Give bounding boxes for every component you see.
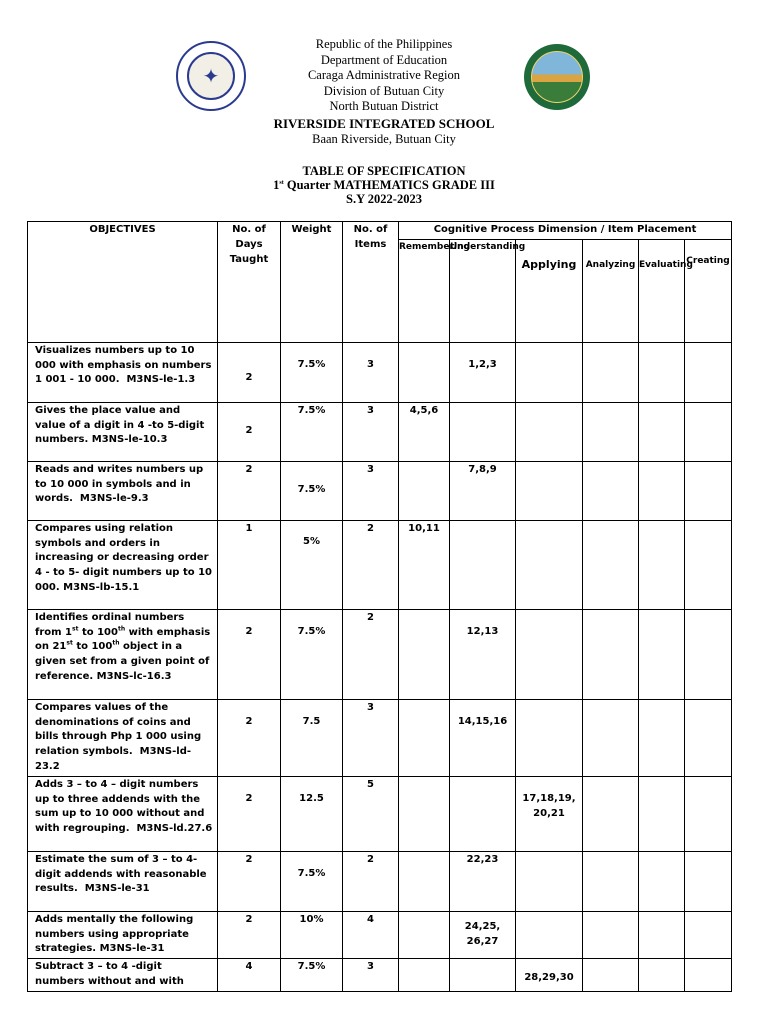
weight-cell: 7.5% bbox=[281, 342, 343, 402]
items-cell: 5 bbox=[343, 776, 399, 851]
header-analyzing: Analyzing bbox=[583, 239, 639, 342]
days-cell: 2 bbox=[218, 776, 281, 851]
header-line-5: North Butuan District bbox=[329, 99, 439, 113]
creating-cell bbox=[685, 959, 732, 992]
items-cell: 2 bbox=[343, 609, 399, 699]
remembering-cell bbox=[399, 959, 450, 992]
applying-cell bbox=[516, 699, 583, 776]
understanding-cell bbox=[450, 776, 516, 851]
school-name: RIVERSIDE INTEGRATED SCHOOL bbox=[273, 115, 495, 131]
items-cell: 2 bbox=[343, 520, 399, 609]
analyzing-cell bbox=[583, 520, 639, 609]
school-address: Baan Riverside, Butuan City bbox=[312, 131, 456, 146]
creating-cell bbox=[685, 699, 732, 776]
items-cell: 3 bbox=[343, 699, 399, 776]
table-row bbox=[28, 520, 732, 609]
understanding-cell bbox=[450, 520, 516, 609]
understanding-cell: 7,8,9 bbox=[450, 461, 516, 520]
weight-cell: 7.5% bbox=[281, 402, 343, 461]
items-cell: 4 bbox=[343, 911, 399, 958]
evaluating-cell bbox=[639, 851, 685, 911]
evaluating-cell bbox=[639, 776, 685, 851]
header-cognitive-dimension: Cognitive Process Dimension / Item Placement bbox=[399, 222, 732, 240]
table-row bbox=[28, 959, 732, 992]
applying-cell bbox=[516, 851, 583, 911]
creating-cell bbox=[685, 402, 732, 461]
quarter-superscript: st bbox=[279, 179, 284, 186]
quarter-text: Quarter MATHEMATICS GRADE III bbox=[283, 178, 495, 192]
evaluating-cell bbox=[639, 959, 685, 992]
analyzing-cell bbox=[583, 776, 639, 851]
items-cell: 3 bbox=[343, 461, 399, 520]
header-line-3: Caraga Administrative Region bbox=[307, 68, 461, 82]
document-title bbox=[0, 164, 768, 206]
analyzing-cell bbox=[583, 609, 639, 699]
evaluating-cell bbox=[639, 699, 685, 776]
remembering-cell bbox=[399, 699, 450, 776]
header-weight: Weight bbox=[281, 222, 343, 343]
objective-cell: Estimate the sum of 3 – to 4- digit addends with reasonable results. M3NS-le-31 bbox=[28, 851, 218, 911]
remembering-cell bbox=[399, 911, 450, 958]
header-days-taught: No. of Days Taught bbox=[218, 222, 281, 343]
applying-cell bbox=[516, 461, 583, 520]
objective-text: object in a given set from a given point of reference. M3NS-lc-16.3 bbox=[35, 641, 210, 682]
weight-cell: 7.5% bbox=[281, 851, 343, 911]
creating-cell bbox=[685, 520, 732, 609]
remembering-cell bbox=[399, 776, 450, 851]
creating-cell bbox=[685, 776, 732, 851]
quarter-number: 1 bbox=[273, 178, 280, 192]
weight-cell: 5% bbox=[281, 520, 343, 609]
table-row bbox=[28, 851, 732, 911]
evaluating-cell bbox=[639, 520, 685, 609]
evaluating-cell bbox=[639, 911, 685, 958]
days-cell: 2 bbox=[218, 911, 281, 958]
days-cell: 2 bbox=[218, 851, 281, 911]
days-cell: 2 bbox=[218, 699, 281, 776]
understanding-cell: 12,13 bbox=[450, 609, 516, 699]
analyzing-cell bbox=[583, 699, 639, 776]
days-cell: 2 bbox=[218, 609, 281, 699]
days-cell: 2 bbox=[218, 461, 281, 520]
applying-cell: 17,18,19, 20,21 bbox=[516, 776, 583, 851]
objective-cell: Reads and writes numbers up to 10 000 in symbols and in words. M3NS-le-9.3 bbox=[28, 461, 218, 520]
applying-cell bbox=[516, 609, 583, 699]
specification-table bbox=[27, 221, 732, 992]
header-evaluating: Evaluating bbox=[639, 239, 685, 342]
understanding-cell: 1,2,3 bbox=[450, 342, 516, 402]
remembering-cell bbox=[399, 851, 450, 911]
letterhead bbox=[0, 37, 768, 147]
weight-cell: 7.5% bbox=[281, 461, 343, 520]
evaluating-cell bbox=[639, 461, 685, 520]
weight-cell: 10% bbox=[281, 911, 343, 958]
understanding-cell: 14,15,16 bbox=[450, 699, 516, 776]
applying-cell bbox=[516, 402, 583, 461]
objective-text: Identifies ordinal numbers from 1 bbox=[35, 611, 185, 638]
creating-cell bbox=[685, 342, 732, 402]
objective-cell: Gives the place value and value of a digit in 4 -to 5-digit numbers. M3NS-le-10.3 bbox=[28, 402, 218, 461]
remembering-cell bbox=[399, 461, 450, 520]
header-objectives: OBJECTIVES bbox=[28, 222, 218, 343]
weight-cell: 7.5% bbox=[281, 959, 343, 992]
table-row bbox=[28, 342, 732, 402]
ordinal-sup: st bbox=[66, 640, 73, 648]
applying-cell: 28,29,30 bbox=[516, 959, 583, 992]
header-applying: Applying bbox=[516, 239, 583, 342]
analyzing-cell bbox=[583, 402, 639, 461]
remembering-cell bbox=[399, 609, 450, 699]
ordinal-sup: th bbox=[112, 640, 120, 648]
items-cell: 2 bbox=[343, 851, 399, 911]
objective-cell: Adds 3 – to 4 – digit numbers up to three addends with the sum up to 10 000 without and with regrouping. M3NS-ld.27.6 bbox=[28, 776, 218, 851]
ordinal-sup: th bbox=[117, 625, 126, 633]
evaluating-cell bbox=[639, 342, 685, 402]
evaluating-cell bbox=[639, 402, 685, 461]
ordinal-sup: st bbox=[72, 625, 79, 633]
weight-cell: 12.5 bbox=[281, 776, 343, 851]
remembering-cell: 4,5,6 bbox=[399, 402, 450, 461]
remembering-cell bbox=[399, 342, 450, 402]
header-line-2: Department of Education bbox=[320, 52, 448, 67]
table-row bbox=[28, 911, 732, 958]
objective-cell: Compares values of the denominations of coins and bills through Php 1 000 using relation symbols. M3NS-ld-23.2 bbox=[28, 699, 218, 776]
weight-cell: 7.5% bbox=[281, 609, 343, 699]
title-line-2 bbox=[0, 178, 768, 192]
header-remembering: Remembering bbox=[399, 239, 450, 342]
torch-icon: ✦ bbox=[187, 52, 235, 100]
creating-cell bbox=[685, 461, 732, 520]
items-cell: 3 bbox=[343, 959, 399, 992]
creating-cell bbox=[685, 851, 732, 911]
objective-text: to 100 bbox=[72, 641, 113, 653]
remembering-cell: 10,11 bbox=[399, 520, 450, 609]
understanding-cell bbox=[450, 402, 516, 461]
header-line-1: Republic of the Philippines bbox=[315, 37, 453, 51]
header-creating: Creating bbox=[685, 239, 732, 342]
analyzing-cell bbox=[583, 959, 639, 992]
analyzing-cell bbox=[583, 342, 639, 402]
analyzing-cell bbox=[583, 461, 639, 520]
items-cell: 3 bbox=[343, 342, 399, 402]
title-line-3: S.Y 2022-2023 bbox=[346, 192, 422, 206]
analyzing-cell bbox=[583, 911, 639, 958]
objective-text: to 100 bbox=[78, 626, 118, 638]
understanding-cell: 22,23 bbox=[450, 851, 516, 911]
objective-cell: Compares using relation symbols and orders in increasing or decreasing order 4 - to 5- digit numbers up to 10 000. M3NS-lb-15.1 bbox=[28, 520, 218, 609]
days-cell: 4 bbox=[218, 959, 281, 992]
analyzing-cell bbox=[583, 851, 639, 911]
understanding-cell bbox=[450, 959, 516, 992]
objective-cell: Subtract 3 – to 4 -digit numbers without and with bbox=[28, 959, 218, 992]
creating-cell bbox=[685, 609, 732, 699]
creating-cell bbox=[685, 911, 732, 958]
objective-text: with emphasis on 21 bbox=[35, 626, 211, 653]
applying-cell bbox=[516, 342, 583, 402]
header-understanding: Understanding bbox=[450, 239, 516, 342]
objective-cell bbox=[28, 609, 218, 699]
header-no-items: No. of Items bbox=[343, 222, 399, 343]
days-cell: 2 bbox=[218, 342, 281, 402]
title-line-1: TABLE OF SPECIFICATION bbox=[302, 164, 466, 178]
table-row bbox=[28, 699, 732, 776]
applying-cell bbox=[516, 520, 583, 609]
table-row bbox=[28, 776, 732, 851]
table-row bbox=[28, 461, 732, 520]
days-cell: 1 bbox=[218, 520, 281, 609]
days-cell: 2 bbox=[218, 402, 281, 461]
evaluating-cell bbox=[639, 609, 685, 699]
table-row bbox=[28, 609, 732, 699]
objective-cell: Adds mentally the following numbers using appropriate strategies. M3NS-le-31 bbox=[28, 911, 218, 958]
table-row bbox=[28, 402, 732, 461]
items-cell: 3 bbox=[343, 402, 399, 461]
header-line-4: Division of Butuan City bbox=[323, 83, 445, 98]
applying-cell bbox=[516, 911, 583, 958]
weight-cell: 7.5 bbox=[281, 699, 343, 776]
understanding-cell: 24,25, 26,27 bbox=[450, 911, 516, 958]
objective-cell: Visualizes numbers up to 10 000 with emphasis on numbers 1 001 - 10 000. M3NS-le-1.3 bbox=[28, 342, 218, 402]
